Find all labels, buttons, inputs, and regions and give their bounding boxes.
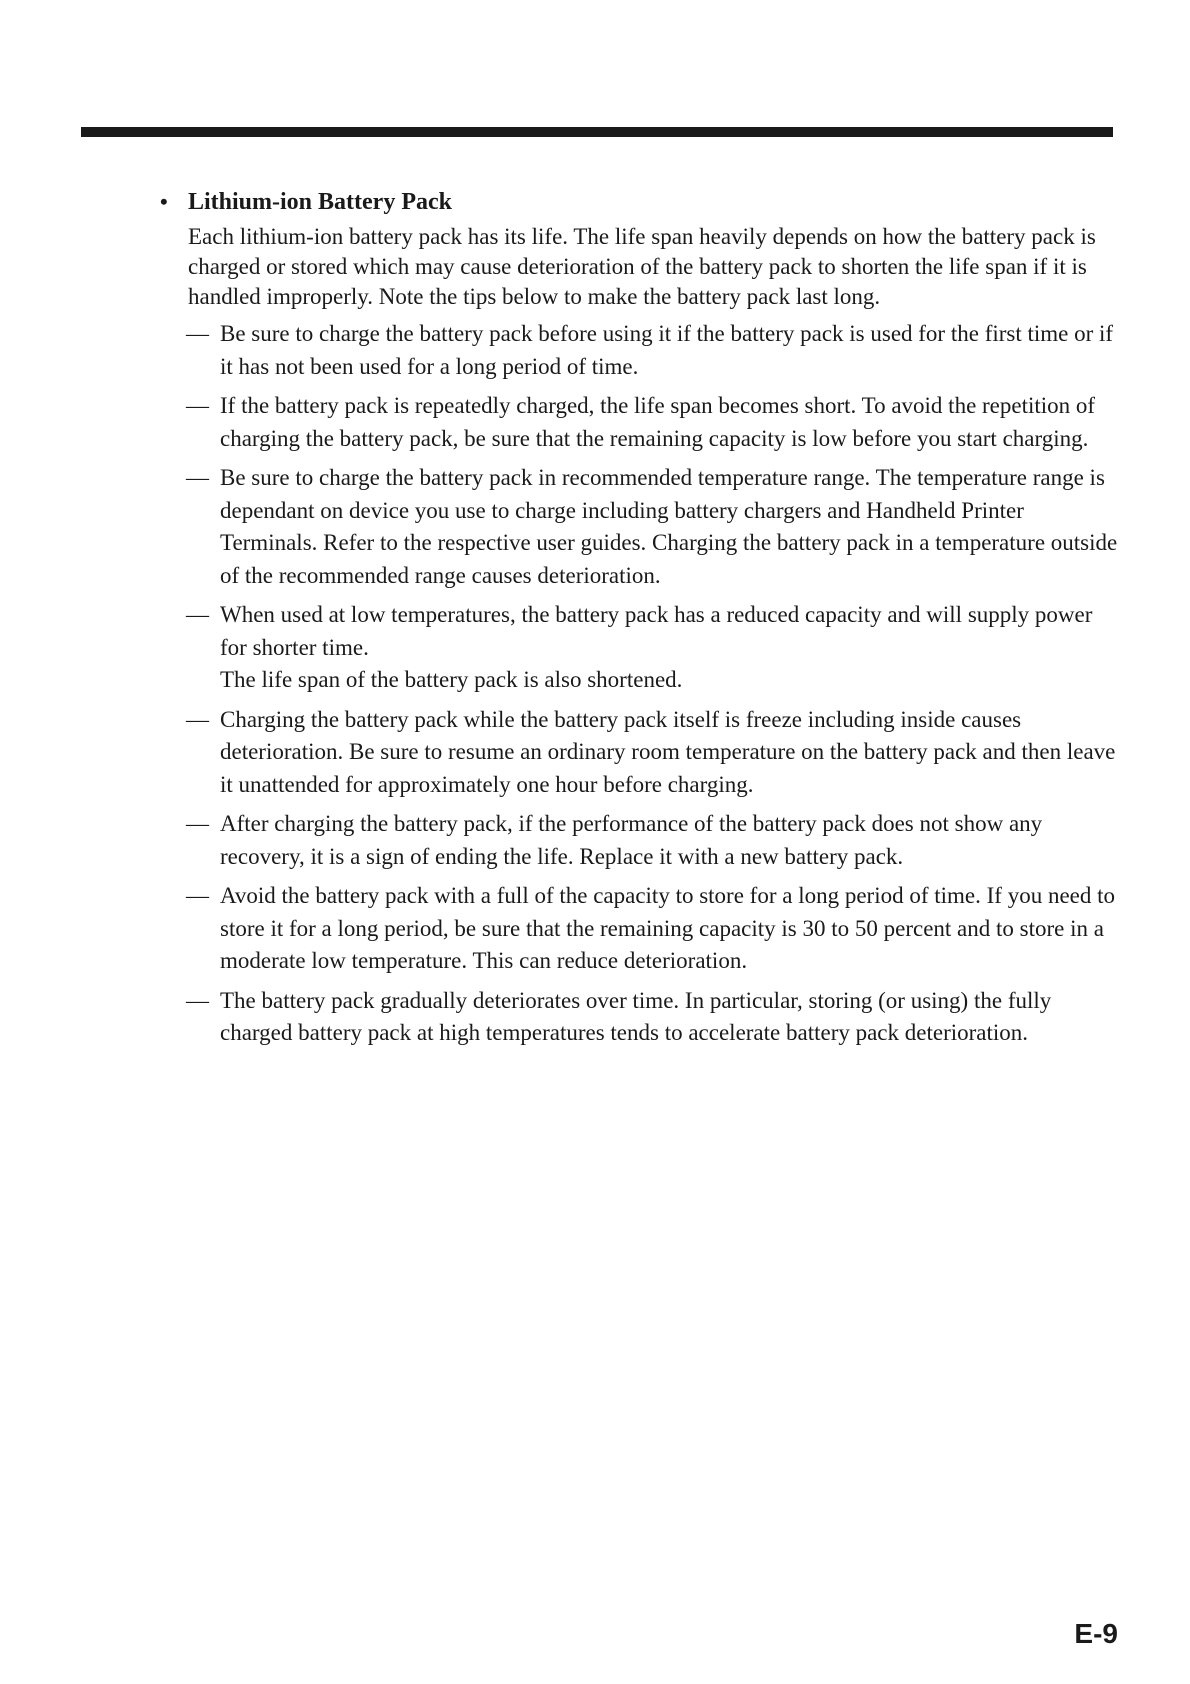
section-heading-row <box>160 186 1118 218</box>
dash-marker: — <box>186 811 209 836</box>
tip-item <box>160 704 1118 802</box>
tip-item <box>160 462 1118 592</box>
battery-section <box>160 186 1118 1057</box>
tip-text: Charging the battery pack while the battery pack itself is freeze including inside causes deterioration. Be sure to resume an ordinary room temperature on the battery pack and then leave it unattended for approximately one hour before charging. <box>220 706 1116 797</box>
dash-marker: — <box>186 393 209 418</box>
section-heading: Lithium-ion Battery Pack <box>188 189 452 215</box>
tip-item <box>160 880 1118 978</box>
dash-marker: — <box>186 321 209 346</box>
tips-list <box>160 318 1118 1050</box>
dash-marker: — <box>186 602 209 627</box>
section-intro: Each lithium-ion battery pack has its life. The life span heavily depends on how the battery pack is charged or stored which may cause deterioration of the battery pack to shorten the life span if it is handled improperly. Note the tips below to make the battery pack last long. <box>188 224 1096 309</box>
bullet-marker: • <box>160 189 168 214</box>
top-rule <box>81 127 1113 137</box>
tip-item <box>160 318 1118 383</box>
tip-text: The battery pack gradually deteriorates over time. In particular, storing (or using) the fully charged battery pack at high temperatures tends to accelerate battery pack deterioration. <box>220 987 1052 1045</box>
page-number: E-9 <box>1074 1618 1118 1649</box>
tip-item <box>160 599 1118 697</box>
tip-item <box>160 808 1118 873</box>
tip-item <box>160 985 1118 1050</box>
tip-text: If the battery pack is repeatedly charged, the life span becomes short. To avoid the repetition of charging the battery pack, be sure that the remaining capacity is low before you start charging. <box>220 393 1096 451</box>
dash-marker: — <box>186 883 209 908</box>
dash-marker: — <box>186 465 209 490</box>
dash-marker: — <box>186 987 209 1013</box>
tip-text: Avoid the battery pack with a full of the capacity to store for a long period of time. If you need to store it for a long period, be sure that the remaining capacity is 30 to 50 percent and to store in a moderate low temperature. This can reduce deterioration. <box>220 883 1116 973</box>
tip-text: When used at low temperatures, the battery pack has a reduced capacity and will supply power for shorter time. The life span of the battery pack is also shortened. <box>220 602 1093 692</box>
tip-text: After charging the battery pack, if the performance of the battery pack does not show any recovery, it is a sign of ending the life. Replace it with a new battery pack. <box>220 811 1043 869</box>
tip-item <box>160 390 1118 455</box>
dash-marker: — <box>186 706 209 732</box>
tip-text: Be sure to charge the battery pack before using it if the battery pack is used for the first time or if it has not been used for a long period of time. <box>220 321 1114 379</box>
tip-text: Be sure to charge the battery pack in recommended temperature range. The temperature range is dependant on device you use to charge including battery chargers and Handheld Printer Terminals. Refer to the respective user guides. Charging the battery pack in a temperature outside of the recommended range causes deterioration. <box>220 465 1118 588</box>
